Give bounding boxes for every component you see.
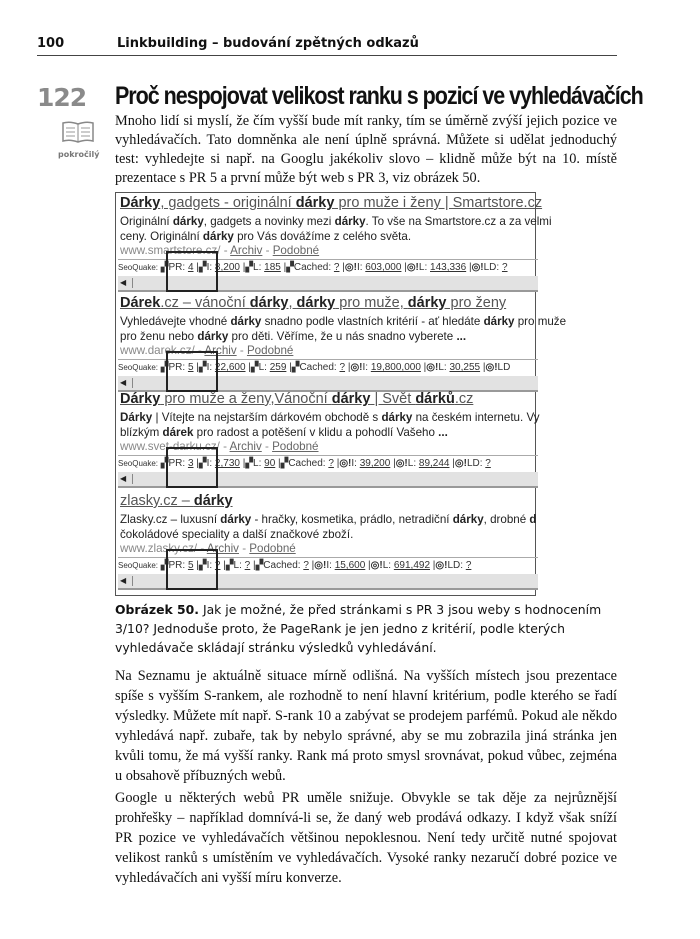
search-results-screenshot [115, 192, 567, 596]
result-title-link[interactable]: Dárek.cz – vánoční dárky, dárky pro muže, dárky pro ženy [120, 295, 507, 311]
book-icon [61, 120, 95, 144]
scroll-left-icon[interactable]: ◀ [120, 576, 133, 586]
pagerank-value[interactable]: 5 [187, 362, 194, 373]
figure-caption [115, 600, 625, 657]
result-snippet: Zlasky.cz – luxusní dárky - hračky, kosmetika, prádlo, netradiční dárky, drobné d čokoládové speciality a další značkové zboží. [120, 513, 537, 541]
section-title: Proč nespojovat velikost ranku s pozicí ve vyhledávačích [115, 82, 643, 110]
result-url: www.svet-darku.cz/ - Archiv - Podobné [120, 440, 319, 453]
podobne-link[interactable]: Podobné [272, 244, 320, 257]
pagerank-highlight-box [166, 447, 218, 488]
caption-text: Jak je možné, že před stránkami s PR 3 jsou weby s hodnocením 3/10? Jednoduše proto, že PageRank je jen jedno z kritérií, podle kterých vyhledávače skládají stránku výsledků vyhledávání. [115, 602, 602, 655]
pagerank-highlight-box [166, 351, 218, 392]
url-text: www.svet-darku.cz/ [120, 440, 220, 453]
paragraph-3: Google u některých webů PR uměle snižuje. Obvykle se tak děje za nejrůznější prohřešky – například domnívá-li se, že daný web prodává odkazy. I když však sníží PR pozice ve vyhledávačích většinou nepoklesnou. Není tedy určitě nutné spojovat velikost ranků s umístěním ve vyhledávačích. Vysoké ranky nezaručí dobré pozice ve vyhledávačích ani vyšší míru konverze. [115, 790, 617, 886]
level-label: pokročilý [58, 150, 100, 159]
seoquake-bar: SeoQuake: ▞PR: 4 |▞I: 8,200 |▞L: 185 |▞Cached: ? |◎!I: 603,000 |◎!L: 143,336 |◎!LD: ? [118, 259, 538, 276]
seoquake-bar: SeoQuake: ▞PR: 5 |▞I: ? |▞L: ? |▞Cached: ? |◎!I: 15,600 |◎!L: 691,492 |◎!LD: ? [118, 557, 538, 574]
archiv-link[interactable]: Archiv [204, 344, 237, 357]
pagerank-value[interactable]: 3 [187, 458, 194, 469]
result-title-link[interactable]: zlasky.cz – dárky [120, 493, 233, 509]
result-url: www.zlasky.cz/ - Archiv - Podobné [120, 542, 296, 555]
result-url: www.darek.cz/ - Archiv - Podobné [120, 344, 294, 357]
pagerank-highlight-box [166, 251, 218, 292]
caption-label: Obrázek 50. [115, 602, 199, 617]
archiv-link[interactable]: Archiv [229, 440, 262, 453]
header-rule [37, 55, 617, 56]
podobne-link[interactable]: Podobné [272, 440, 319, 453]
chapter-title: Linkbuilding – budování zpětných odkazů [117, 36, 419, 51]
pagerank-value[interactable]: 5 [187, 560, 194, 571]
result-snippet: Dárky | Vítejte na nejstarším dárkovém obchodě s dárky na českém internetu. Vy blízkým dárek pro radost a potěšení v klidu a pohodlí Vašeho ... [120, 411, 540, 439]
url-text: www.zlasky.cz/ [120, 542, 198, 555]
podobne-link[interactable]: Podobné [249, 542, 296, 555]
seoquake-bar: SeoQuake: ▞PR: 3 |▞I: 2,730 |▞L: 90 |▞Cached: ? |◎!I: 39,200 |◎!L: 89,244 |◎!LD: ? [118, 455, 538, 472]
url-text: www.darek.cz/ [120, 344, 195, 357]
result-snippet: Originální dárky, gadgets a novinky mezi dárky. To vše na Smartstore.cz a za velmi ceny. Originální dárky pro Vás dovážíme z celého světa. [120, 215, 552, 243]
pagerank-value[interactable]: 4 [187, 262, 194, 273]
podobne-link[interactable]: Podobné [246, 344, 294, 357]
url-text: www.smartstore.cz/ [120, 244, 221, 257]
paragraph-2: Na Seznamu je aktuálně situace mírně odlišná. Na vyšších místech jsou prezentace spíše s vyšším S-rankem, ale rozhodně to není hlavní kritérium, podle kterého se řadí výsledky. Můžete mít např. S-rank 10 a zabývat se prodejem parfémů. Pokud ale někdo vyhledává např. zubaře, tak by nebylo správné, aby se mu zobrazila jiná stránka jen kvůli tomu, že má vyšší ranky. Rank má proto smysl srovnávat, pokud vůbec, zejména u obsahově příbuzných webů. [115, 668, 617, 784]
archiv-link[interactable]: Archiv [230, 244, 263, 257]
archiv-link[interactable]: Archiv [206, 542, 239, 555]
result-snippet: Vyhledávejte vhodné dárky snadno podle vlastních kritérií - ať hledáte dárky pro muže pro ženu nebo dárky pro děti. Věříme, že u nás snadno vyberete ... [120, 315, 567, 343]
scroll-left-icon[interactable]: ◀ [120, 378, 133, 388]
section-number: 122 [37, 83, 87, 112]
scroll-left-icon[interactable]: ◀ [120, 474, 133, 484]
result-title-link[interactable]: Dárky pro muže a ženy,Vánoční dárky | Svět dárků.cz [120, 391, 474, 407]
level-badge [58, 120, 98, 162]
pagerank-highlight-box [166, 549, 218, 590]
result-url: www.smartstore.cz/ - Archiv - Podobné [120, 244, 320, 257]
scroll-left-icon[interactable]: ◀ [120, 278, 133, 288]
page-number: 100 [37, 36, 65, 51]
paragraph-1: Mnoho lidí si myslí, že čím vyšší bude mít ranky, tím se úměrně zvýší jejich pozice ve vyhledávačích. Tato domněnka ale není úplně správná. Můžete si udělat jednoduchý test: vyhledejte si např. na Googlu jakékoliv slovo – klidně může být na 10. místě prezentace s PR 5 a první může být web s PR 3, viz obrázek 50. [115, 113, 617, 186]
seoquake-bar: SeoQuake: ▞PR: 5 |▞I: 22,600 |▞L: 259 |▞Cached: ? |◎!I: 19,800,000 |◎!L: 30,255 |◎!LD [118, 359, 538, 376]
result-title-link[interactable]: Dárky, gadgets - originální dárky pro muže i ženy | Smartstore.cz [120, 195, 543, 211]
